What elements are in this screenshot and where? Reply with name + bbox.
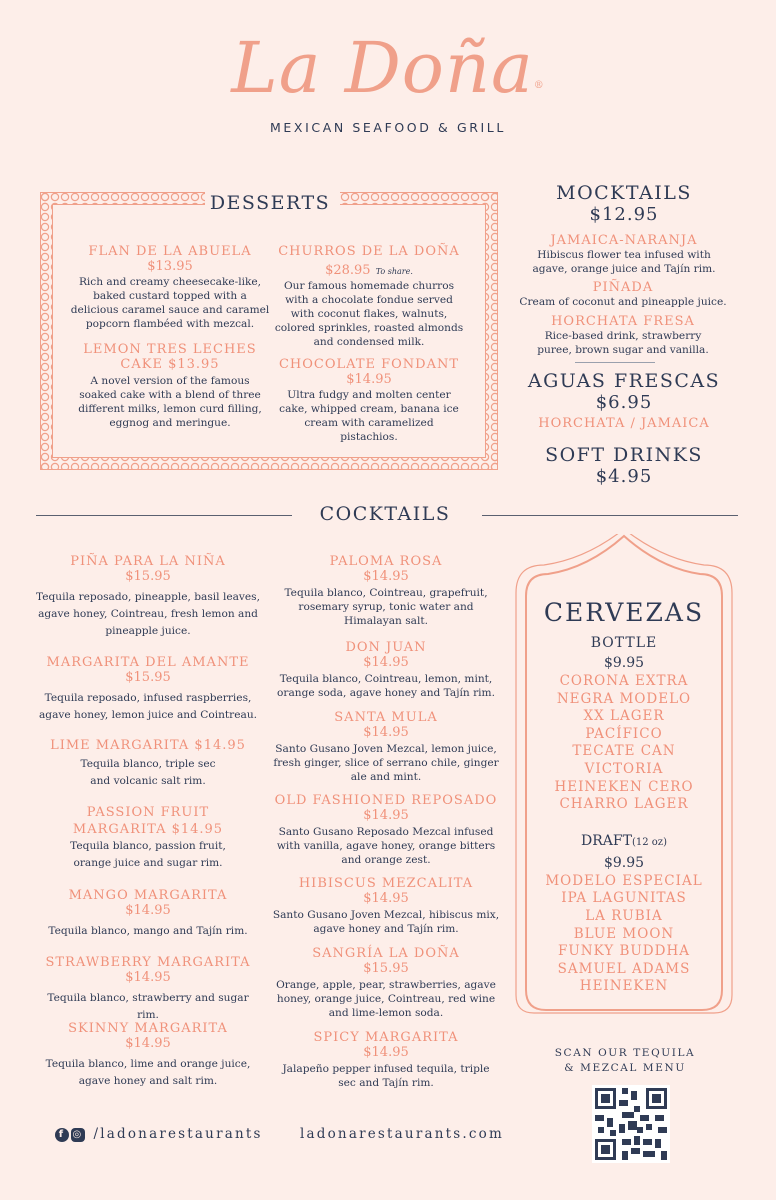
- cocktail-desc: Santo Gusano Joven Mezcal, lemon juice, fresh ginger, slice of serrano chile, ginger ale and mint.: [273, 743, 499, 783]
- soft-drinks-title: SOFT DRINKS: [545, 444, 703, 466]
- bottle-label: BOTTLE: [590, 635, 658, 651]
- social-handle[interactable]: /ladonarestaurants: [93, 1126, 263, 1142]
- mocktails-section: [524, 182, 724, 226]
- mocktail-name: HORCHATA FRESA: [551, 314, 695, 329]
- cocktail-price: $14.95: [125, 903, 171, 918]
- dessert-item: [76, 342, 264, 430]
- cocktail-desc: Tequila blanco, triple sec and volcanic salt rim.: [80, 758, 216, 787]
- cocktail-name: DON JUAN: [345, 640, 427, 655]
- mocktail-desc: Cream of coconut and pineapple juice.: [519, 296, 727, 308]
- draft-label: DRAFT: [581, 832, 632, 849]
- cocktail-desc: Santo Gusano Joven Mezcal, hibiscus mix, agave honey and Tajín rim.: [272, 909, 500, 935]
- cocktail-desc: Jalapeño pepper infused tequila, triple sec and Tajín rim.: [282, 1063, 490, 1089]
- dessert-desc: Our famous homemade churros with a chocolate fondue served with coconut flakes, walnuts, colored sprinkles, roasted almonds and condensed milk.: [274, 280, 464, 348]
- cocktail-desc: Santo Gusano Reposado Mezcal infused with vanilla, agave honey, orange bitters and orange zest.: [276, 826, 496, 866]
- soft-drinks-price: $4.95: [595, 466, 653, 487]
- brand-logo: [0, 28, 776, 108]
- scan-text: [530, 1046, 720, 1076]
- beer-item: NEGRA MODELO: [556, 690, 692, 707]
- cocktail-name: STRAWBERRY MARGARITA: [45, 955, 251, 970]
- dessert-name: LEMON TRES LECHES CAKE $13.95: [83, 342, 257, 372]
- cocktail-name: PALOMA ROSA: [329, 554, 443, 569]
- cocktail-desc: Tequila blanco, strawberry and sugar rim.: [47, 992, 249, 1021]
- draft-size: (12 oz): [631, 836, 667, 848]
- cocktail-desc: Tequila reposado, infused raspberries, agave honey, lemon juice and Cointreau.: [38, 692, 258, 721]
- cocktails-title: COCKTAILS: [319, 503, 451, 525]
- beer-item: SAMUEL ADAMS: [557, 960, 691, 977]
- cocktail-price: $14.95: [125, 970, 171, 985]
- beer-item: TECATE CAN: [572, 743, 676, 760]
- desserts-title: DESSERTS: [209, 192, 331, 214]
- aguas-price: $6.95: [595, 392, 653, 413]
- scan-line-1: SCAN OUR TEQUILA: [554, 1047, 696, 1059]
- cocktail-price: $14.95: [363, 569, 409, 584]
- soft-drinks-section: [514, 444, 734, 488]
- cocktail-price: $14.95: [363, 1045, 409, 1060]
- website-link[interactable]: ladonarestaurants.com: [300, 1126, 504, 1142]
- cocktail-price: $14.95: [363, 808, 409, 823]
- cocktail-item: [36, 955, 260, 1024]
- beer-item: CHARRO LAGER: [559, 796, 689, 813]
- beer-item: LA RUBIA: [585, 907, 663, 924]
- cocktail-item: [56, 804, 240, 872]
- dessert-desc: Ultra fudgy and molten center cake, whipped cream, banana ice cream with caramelized pistachios.: [279, 389, 459, 443]
- instagram-icon[interactable]: ◎: [72, 1128, 84, 1140]
- beer-item: HEINEKEN: [579, 978, 669, 995]
- cocktail-price: $15.95: [125, 569, 171, 584]
- cocktail-item: [36, 888, 260, 940]
- cocktail-name: SANTA MULA: [334, 710, 438, 725]
- social-handle-group: [55, 1126, 263, 1142]
- mocktail-desc: Hibiscus flower tea infused with agave, orange juice and Tajín rim.: [532, 249, 716, 275]
- cocktail-desc: Tequila blanco, lime and orange juice, agave honey and salt rim.: [45, 1058, 251, 1087]
- mocktail-item: [530, 314, 716, 357]
- cocktail-name: SPICY MARGARITA: [313, 1030, 459, 1045]
- cocktail-desc: Orange, apple, pear, strawberries, agave honey, orange juice, Cointreau, red wine and lime-lemon soda.: [276, 979, 496, 1019]
- cocktail-name: SANGRÍA LA DOÑA: [312, 946, 460, 961]
- cocktail-name: LIME MARGARITA $14.95: [50, 738, 246, 753]
- cocktail-item: [272, 946, 500, 1020]
- beer-item: BLUE MOON: [573, 925, 675, 942]
- beer-item: CORONA EXTRA: [559, 673, 689, 689]
- dessert-item: [274, 244, 464, 349]
- cocktail-desc: Tequila blanco, Cointreau, lemon, mint, orange soda, agave honey and Tajín rim.: [277, 673, 495, 699]
- cocktail-item: [272, 876, 500, 936]
- dessert-desc: A novel version of the famous soaked cake with a blend of three different milks, lemon curd filling, eggnog and meringue.: [78, 375, 262, 429]
- mocktails-price: $12.95: [589, 204, 659, 225]
- cocktail-item: [272, 1030, 500, 1090]
- dessert-note: To share.: [375, 267, 413, 276]
- cocktail-name: SKINNY MARGARITA: [68, 1021, 228, 1036]
- scan-line-2: & MEZCAL MENU: [564, 1062, 686, 1074]
- mocktail-desc: Rice-based drink, strawberry puree, brown sugar and vanilla.: [537, 330, 709, 356]
- aguas-flavors: HORCHATA / JAMAICA: [538, 416, 710, 431]
- cocktails-rule-left: [36, 515, 292, 516]
- cocktail-item: [272, 554, 500, 628]
- beer-item: XX LAGER: [583, 708, 665, 725]
- mocktails-title: MOCKTAILS: [556, 182, 692, 204]
- cocktail-item: [36, 655, 260, 724]
- cocktail-item: [272, 793, 500, 867]
- mocktail-item: [510, 280, 736, 309]
- beer-item: FUNKY BUDDHA: [558, 943, 690, 960]
- divider: [575, 362, 655, 363]
- dessert-price: $28.95: [325, 263, 371, 278]
- cocktail-name: MARGARITA DEL AMANTE: [46, 655, 250, 670]
- cocktail-item: [272, 640, 500, 700]
- mocktail-name: PIÑADA: [592, 280, 654, 295]
- cocktail-desc: Tequila blanco, Cointreau, grapefruit, rosemary syrup, tonic water and Himalayan salt.: [284, 587, 488, 627]
- cocktail-name: OLD FASHIONED REPOSADO: [274, 793, 498, 808]
- cocktail-desc: Tequila blanco, mango and Tajín rim.: [48, 925, 248, 937]
- draft-heading: [520, 832, 728, 852]
- cocktail-name: PIÑA PARA LA NIÑA: [70, 554, 226, 569]
- cocktail-price: $15.95: [363, 961, 409, 976]
- beer-item: VICTORIA: [584, 760, 664, 777]
- cocktail-desc: Tequila reposado, pineapple, basil leaves, agave honey, Cointreau, fresh lemon and pineapple juice.: [36, 591, 260, 637]
- beer-item: MODELO ESPECIAL: [545, 872, 703, 889]
- brand-name: La Doña: [231, 27, 534, 109]
- cocktail-price: $14.95: [125, 1036, 171, 1051]
- cocktail-item: [272, 710, 500, 784]
- dessert-name: CHOCOLATE FONDANT: [278, 357, 460, 372]
- cocktail-name: PASSION FRUIT MARGARITA $14.95: [72, 805, 224, 837]
- dessert-name: FLAN DE LA ABUELA: [88, 244, 252, 259]
- cocktail-price: $15.95: [125, 670, 171, 685]
- mocktail-item: [524, 233, 724, 276]
- brand-tagline: MEXICAN SEAFOOD & GRILL: [270, 120, 506, 135]
- cocktails-rule-right: [482, 515, 738, 516]
- beer-item: HEINEKEN CERO: [554, 778, 694, 795]
- dessert-price: $14.95: [346, 372, 392, 387]
- cervezas-section: [520, 598, 728, 996]
- dessert-desc: Rich and creamy cheesecake-like, baked custard topped with a delicious caramel sauce and caramel popcorn flambéed with mezcal.: [70, 276, 270, 330]
- draft-list: [520, 873, 728, 996]
- cervezas-title: CERVEZAS: [543, 598, 705, 627]
- cocktail-name: HIBISCUS MEZCALITA: [298, 876, 474, 891]
- cocktail-price: $14.95: [363, 891, 409, 906]
- qr-code-icon[interactable]: [592, 1085, 670, 1163]
- cocktail-desc: Tequila blanco, passion fruit, orange juice and sugar rim.: [70, 840, 226, 869]
- dessert-name: CHURROS DE LA DOÑA: [278, 244, 460, 259]
- bottle-list: [520, 673, 728, 814]
- bottle-price: $9.95: [603, 655, 645, 671]
- cocktail-item: [36, 554, 260, 640]
- cocktail-item: [36, 738, 260, 790]
- aguas-section: [514, 370, 734, 431]
- cocktail-name: MANGO MARGARITA: [68, 888, 228, 903]
- dessert-item: [274, 357, 464, 444]
- facebook-icon[interactable]: f: [55, 1128, 69, 1142]
- dessert-price: $13.95: [147, 259, 193, 274]
- draft-price: $9.95: [603, 854, 645, 871]
- aguas-title: AGUAS FRESCAS: [527, 370, 721, 392]
- cocktail-item: [36, 1021, 260, 1090]
- mocktail-name: JAMAICA-NARANJA: [550, 233, 698, 248]
- dessert-item: [70, 244, 270, 331]
- trademark-mark: ®: [533, 80, 545, 91]
- cocktail-price: $14.95: [363, 655, 409, 670]
- beer-item: IPA LAGUNITAS: [561, 890, 687, 907]
- beer-item: PACÍFICO: [585, 725, 663, 742]
- cocktail-price: $14.95: [363, 725, 409, 740]
